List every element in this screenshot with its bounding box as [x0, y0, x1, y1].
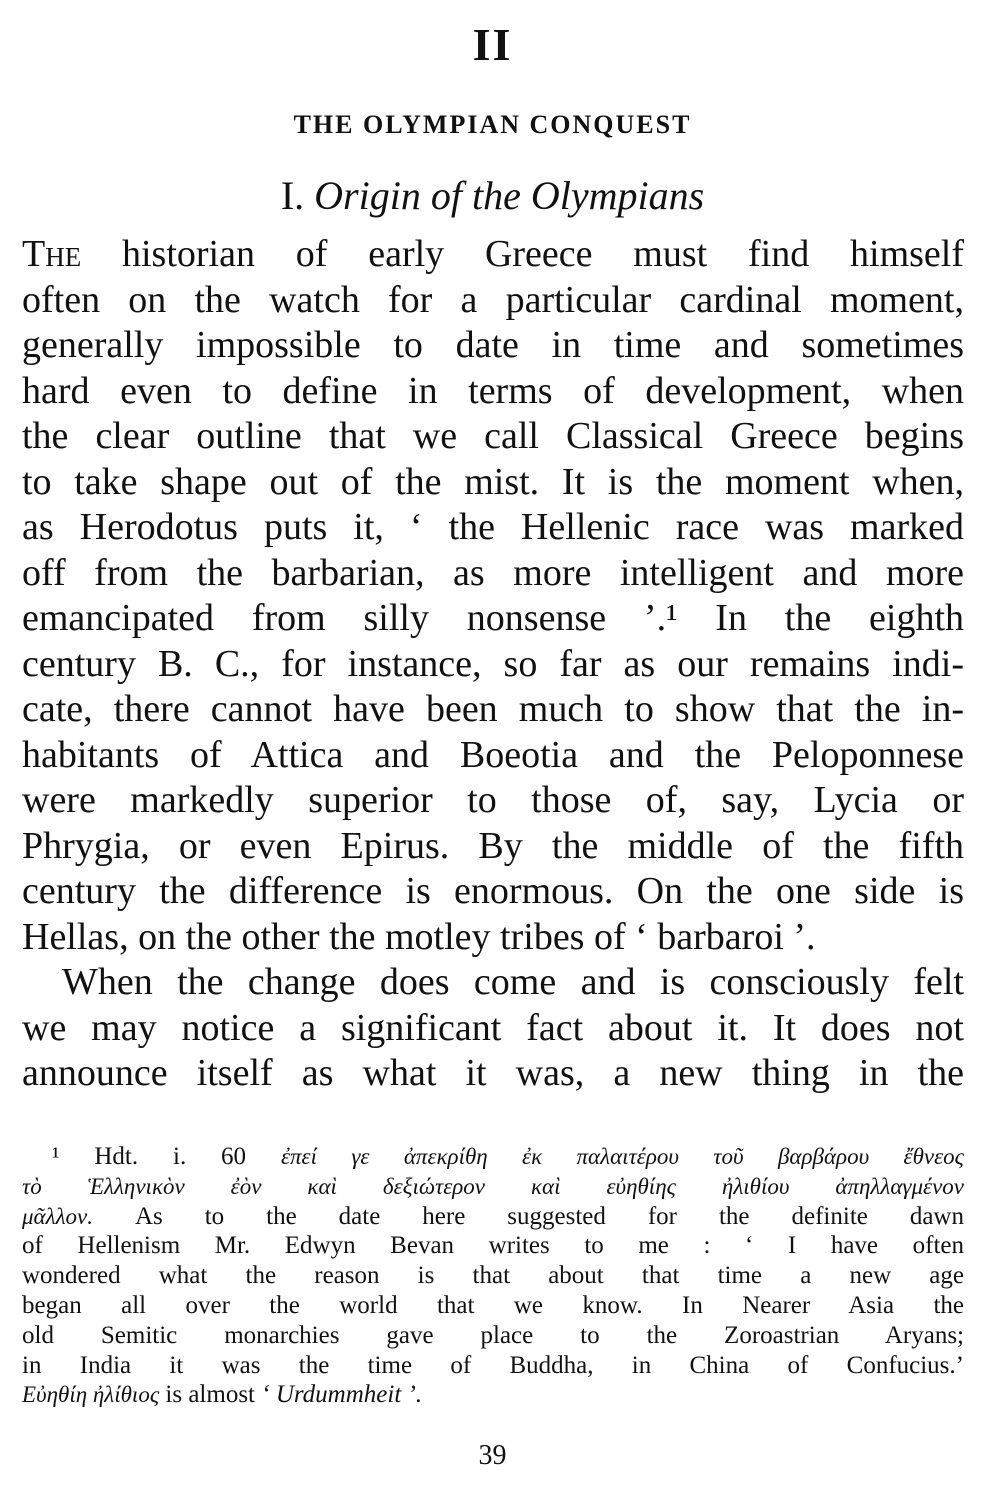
- body-line: When the change does come and is consciously felt: [62, 961, 964, 1003]
- footnote-line: wondered what the reason is that about that time a new age: [22, 1262, 964, 1290]
- page-number: 39: [478, 1440, 507, 1471]
- body-line: we may notice a significant fact about it. It does not: [22, 1006, 964, 1049]
- body-line: century B. C., for instance, so far as our remains indi-: [22, 642, 964, 685]
- body-line: emancipated from silly nonsense ’.¹ In the eighth: [22, 597, 964, 639]
- chapter-title: THE OLYMPIAN CONQUEST: [293, 110, 692, 139]
- footnote-line: [22, 1380, 964, 1410]
- body-line: [22, 232, 964, 278]
- section-number: I.: [280, 173, 305, 218]
- body-line: cate, there cannot have been much to show that the in-: [22, 688, 964, 730]
- footnote-italic: ‘ Urdummheit ’.: [261, 1381, 423, 1409]
- body-line: century the difference is enormous. On the one side is: [22, 870, 964, 912]
- footnote-ref: Hdt. i. 60: [94, 1143, 247, 1170]
- body-line: often on the watch for a particular cardinal moment,: [22, 278, 964, 321]
- footnote-line: old Semitic monarchies gave place to the Zoroastrian Aryans;: [22, 1321, 964, 1349]
- footnote-line: [22, 1202, 964, 1232]
- body-line: announce itself as what it was, a new thing in the: [22, 1052, 964, 1094]
- body-line: to take shape out of the mist. It is the moment when,: [22, 460, 964, 503]
- footnote-text: As to the date here suggested for the definite dawn: [93, 1202, 964, 1230]
- drop-lead: The: [22, 233, 82, 275]
- section-title: Origin of the Olympians: [314, 173, 705, 218]
- footnote-greek: Εὐηθίη ἠλίθιος: [22, 1382, 160, 1408]
- footnote-marker: ¹: [52, 1143, 60, 1170]
- body-line-text: historian of early Greece must find himself: [81, 233, 964, 275]
- footnote-greek: μᾶλλον.: [22, 1203, 93, 1229]
- body-line: were markedly superior to those of, say, Lycia or: [22, 779, 964, 821]
- footnote-text: is almost: [159, 1381, 262, 1409]
- body-line: as Herodotus puts it, ‘ the Hellenic race was marked: [22, 506, 964, 548]
- footnote-line: [22, 1142, 964, 1172]
- body-line: hard even to define in terms of development, when: [22, 369, 964, 412]
- body-line: generally impossible to date in time and sometimes: [22, 324, 964, 366]
- body-line: Hellas, on the other the motley tribes of ‘ barbaroi ’.: [22, 915, 816, 958]
- body-text: [22, 232, 964, 1097]
- footnote-line: in India it was the time of Buddha, in China of Confucius.’: [22, 1351, 964, 1379]
- chapter-number: II: [472, 19, 513, 70]
- footnote-line: [22, 1172, 964, 1202]
- body-line: habitants of Attica and Boeotia and the Peloponnese: [22, 733, 964, 776]
- footnote: [22, 1142, 964, 1410]
- body-line: off from the barbarian, as more intelligent and more: [22, 551, 964, 594]
- footnote-greek: τὸ Ἑλληνικὸν ἐὸν καὶ δεξιώτερον καὶ εὐηθίης ἠλιθίου ἀπηλλαγμένον: [22, 1173, 964, 1199]
- footnote-line: began all over the world that we know. In Nearer Asia the: [22, 1291, 964, 1319]
- body-line: the clear outline that we call Classical Greece begins: [22, 415, 964, 457]
- section-heading: [0, 172, 985, 219]
- footnote-line: of Hellenism Mr. Edwyn Bevan writes to me : ‘ I have often: [22, 1232, 964, 1260]
- footnote-greek: ἐπεί γε ἀπεκρίθη ἐκ παλαιτέρου τοῦ βαρβάρου ἔθνεος: [280, 1144, 964, 1169]
- body-line: Phrygia, or even Epirus. By the middle of the fifth: [22, 824, 964, 867]
